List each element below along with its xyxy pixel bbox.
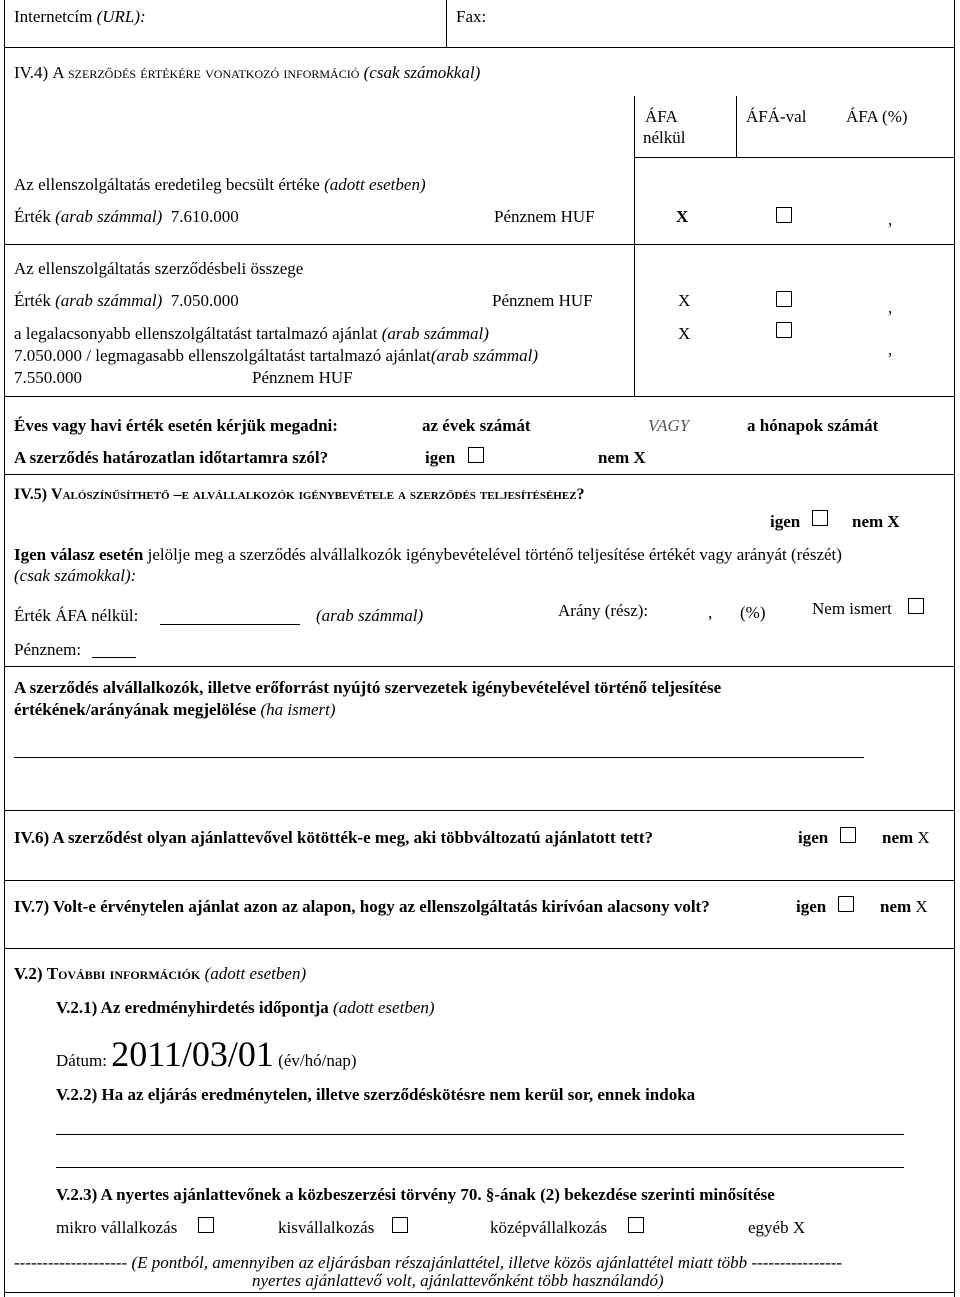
iv5-ertek-field[interactable] (160, 624, 300, 625)
date-row: Dátum: 2011/03/01 (év/hó/nap) (56, 1034, 357, 1074)
frame-bottom (4, 1292, 954, 1293)
orig-value-row: Érték (arab számmal) 7.610.000 (14, 207, 239, 226)
iv5-arany-comma: , (708, 603, 713, 622)
iv5-instruction-hint: (csak számokkal): (14, 566, 137, 585)
section-iv5-title: IV.5) Valószínűsíthető –e alvállalkozók igénybevétele a szerződés teljesítéséhez? (14, 486, 585, 503)
iv5b-line2: értékének/arányának megjelölése (ha ismert) (14, 700, 336, 719)
section-v2-title: V.2) További információk (adott esetben) (14, 964, 307, 983)
contract-heading: Az ellenszolgáltatás szerződésbeli összege (14, 259, 304, 278)
row-divider (4, 810, 954, 811)
v222-heading: V.2.2) Ha az eljárás eredménytelen, illetve szerződéskötésre nem kerül sor, ennek indoka (56, 1085, 696, 1104)
iv5-arab-hint: (arab számmal) (316, 606, 424, 625)
row-divider (4, 666, 954, 667)
iv5-igen-checkbox[interactable] (812, 510, 828, 526)
frame-left (4, 0, 5, 1297)
v223-heading: V.2.3) A nyertes ajánlattevőnek a közbeszerzési törvény 70. §-ának (2) bekezdése szerinti minősítése (56, 1185, 775, 1204)
highest-currency: Pénznem HUF (252, 368, 353, 387)
iv6-igen: igen (798, 828, 829, 847)
footer-line-1: -------------------- (E pontból, amennyiben az eljárásban részajánlattétel, illetve közös ajánlattétel miatt több ---------------- (14, 1253, 843, 1272)
frame-right (954, 0, 955, 1297)
iv5-nem-ismert: Nem ismert (812, 599, 892, 618)
iv5-ertek-label: Érték ÁFA nélkül: (14, 606, 139, 625)
v222-answer-line-2[interactable] (56, 1167, 904, 1168)
yearly-text: Éves vagy havi érték esetén kérjük megadni: (14, 416, 338, 435)
col-afa-nelkul-1: ÁFA (645, 107, 678, 126)
vagy-text: VAGY (648, 416, 690, 435)
iv5-penznem-field[interactable] (92, 657, 136, 658)
orig-heading: Az ellenszolgáltatás eredetileg becsült értéke (adott esetben) (14, 175, 426, 194)
contract-pct-comma: , (888, 298, 893, 317)
iv5-nem-ismert-checkbox[interactable] (908, 598, 924, 614)
col-afaval: ÁFÁ-val (746, 107, 807, 126)
iv7-nem: nem X (880, 897, 928, 916)
iv5-arany-label: Arány (rész): (558, 601, 649, 620)
kis-label: kisvállalkozás (278, 1218, 375, 1237)
header-col-divider (736, 96, 737, 157)
iv7-igen-checkbox[interactable] (838, 896, 854, 912)
contract-value-row: Érték (arab számmal) 7.050.000 (14, 291, 239, 310)
range-pct-comma: , (888, 340, 893, 359)
range-x-mark: X (678, 324, 691, 343)
col-afa-nelkul-2: nélkül (643, 128, 686, 147)
footer-line-2: nyertes ajánlattevő volt, ajánlattevőnként több használandó) (252, 1271, 664, 1290)
value-column-divider (634, 96, 635, 396)
col-divider (446, 0, 447, 47)
v221-heading: V.2.1) Az eredményhirdetés időpontja (adott esetben) (56, 998, 435, 1017)
fax-label: Fax: (456, 7, 487, 26)
lowest-offer-text: a legalacsonyabb ellenszolgáltatást tartalmazó ajánlat (arab számmal) (14, 324, 489, 343)
kis-checkbox[interactable] (392, 1217, 408, 1233)
contract-currency: Pénznem HUF (492, 291, 593, 310)
orig-currency: Pénznem HUF (494, 207, 595, 226)
orig-pct-comma: , (888, 210, 893, 229)
kozep-checkbox[interactable] (628, 1217, 644, 1233)
iv6-question: IV.6) A szerződést olyan ajánlattevővel kötötték-e meg, aki többváltozatú ajánlatott tett? (14, 828, 653, 847)
iv5-pct: (%) (740, 603, 766, 622)
iv7-igen: igen (796, 897, 827, 916)
col-afa-pct: ÁFA (%) (846, 107, 908, 126)
iv5-nem-x: nem X (852, 512, 900, 531)
row-divider (4, 244, 954, 245)
iv7-question: IV.7) Volt-e érvénytelen ajánlat azon az alapon, hogy az ellenszolgáltatás kirívóan alacsony volt? (14, 897, 710, 916)
row-divider (4, 396, 954, 397)
iv5-instruction: Igen válasz esetén jelölje meg a szerződés alvállalkozók igénybevételével történő teljesítése értékét vagy arányát (részét) (14, 545, 842, 564)
row-divider (4, 474, 954, 475)
indefinite-question: A szerződés határozatlan időtartamra szól? (14, 448, 329, 467)
header-underline (634, 157, 954, 158)
iv5-igen: igen (770, 512, 801, 531)
indefinite-igen: igen (425, 448, 456, 467)
lowest-value-line: 7.050.000 / legmagasabb ellenszolgáltatást tartalmazó ajánlat(arab számmal) (14, 346, 539, 365)
row-divider (4, 880, 954, 881)
iv5-penznem-label: Pénznem: (14, 640, 82, 659)
mikro-checkbox[interactable] (198, 1217, 214, 1233)
iv5b-answer-field[interactable] (14, 757, 864, 758)
kozep-label: középvállalkozás (490, 1218, 608, 1237)
row-divider (4, 47, 954, 48)
iv6-igen-checkbox[interactable] (840, 827, 856, 843)
contract-afaval-checkbox[interactable] (776, 291, 792, 307)
internet-label: Internetcím (URL): (14, 7, 146, 26)
iv5b-line1: A szerződés alvállalkozók, illetve erőforrást nyújtó szervezetek igénybevételével történő teljesítése (14, 678, 722, 697)
egyeb-label: egyéb X (748, 1218, 806, 1237)
row-divider (4, 948, 954, 949)
indefinite-igen-checkbox[interactable] (468, 447, 484, 463)
orig-x-mark: X (676, 207, 689, 226)
date-value: 2011/03/01 (111, 1034, 274, 1074)
v222-answer-line-1[interactable] (56, 1134, 904, 1135)
months-text: a hónapok számát (747, 416, 879, 435)
contract-x-mark: X (678, 291, 691, 310)
iv6-nem: nem X (882, 828, 930, 847)
range-afaval-checkbox[interactable] (776, 322, 792, 338)
mikro-label: mikro vállalkozás (56, 1218, 178, 1237)
orig-afaval-checkbox[interactable] (776, 207, 792, 223)
highest-value-row: 7.550.000 (14, 368, 82, 387)
years-text: az évek számát (422, 416, 531, 435)
section-iv4-title: IV.4) A szerződés értékére vonatkozó információ (csak számokkal) (14, 63, 481, 82)
indefinite-nem-x: nem X (598, 448, 646, 467)
